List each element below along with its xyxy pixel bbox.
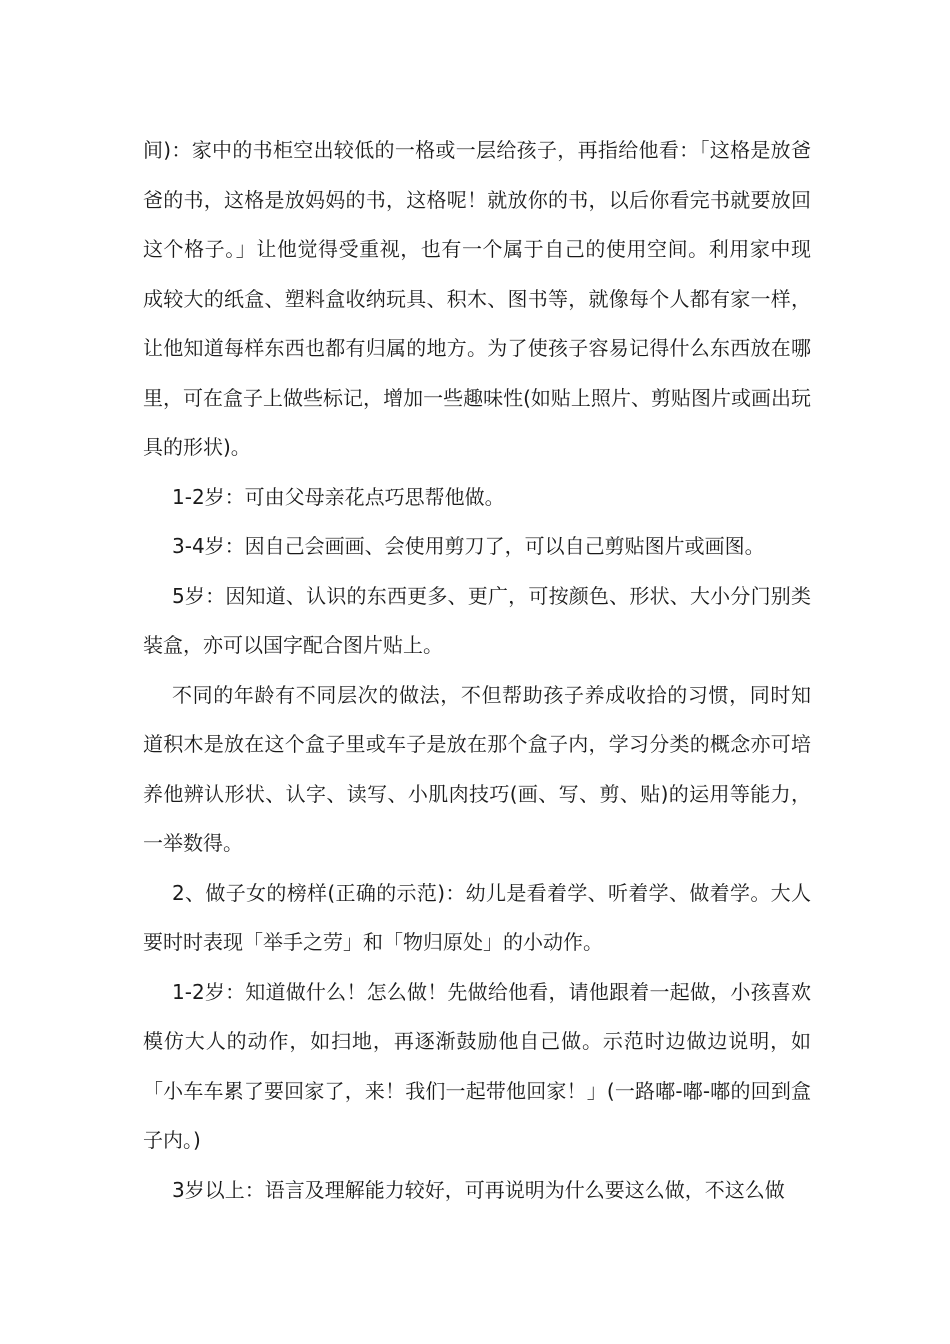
- paragraph-storage-space: 间)：家中的书柜空出较低的一格或一层给孩子，再指给他看：「这格是放爸爸的书，这格是放妈妈的书，这格呢！就放你的书，以后你看完书就要放回这个格子。」让他觉得受重视，也有一个属于自己的使用空间。利用家中现成较大的纸盒、塑料盒收纳玩具、积木、图书等，就像每个人都有家一样，让他知道每样东西也都有归属的地方。为了使孩子容易记得什么东西放在哪里，可在盒子上做些标记，增加一些趣味性(如贴上照片、剪贴图片或画出玩具的形状)。: [143, 138, 811, 459]
- paragraph-age-3-4-labeling: 3-4岁：因自己会画画、会使用剪刀了，可以自己剪贴图片或画图。: [172, 534, 765, 558]
- document-body: [143, 126, 811, 1215]
- paragraph-age-5-labeling: 5岁：因知道、认识的东西更多、更广，可按颜色、形状、大小分门别类装盒，亦可以国字配合图片贴上。: [143, 583, 811, 657]
- paragraph-role-model: 2、做子女的榜样(正确的示范)：幼儿是看着学、听着学、做着学。大人要时时表现「举手之劳」和「物归原处」的小动作。: [143, 880, 811, 954]
- paragraph-age-1-2-labeling: 1-2岁：可由父母亲花点巧思帮他做。: [172, 484, 505, 509]
- paragraph-age-3-plus-explanation: 3岁以上：语言及理解能力较好，可再说明为什么要这么做，不这么做: [172, 1177, 785, 1202]
- paragraph-age-1-2-demonstration: 1-2岁：知道做什么！怎么做！先做给他看，请他跟着一起做，小孩喜欢模仿大人的动作，如扫地，再逐渐鼓励他自己做。示范时边做边说明，如「小车车累了要回家了，来！我们一起带他回家！」(一路嘟-嘟-嘟的回到盒子内。): [143, 979, 811, 1152]
- paragraph-age-levels-summary: 不同的年龄有不同层次的做法，不但帮助孩子养成收拾的习惯，同时知道积木是放在这个盒子里或车子是放在那个盒子内，学习分类的概念亦可培养他辨认形状、认字、读写、小肌肉技巧(画、写、剪、贴)的运用等能力，一举数得。: [143, 682, 811, 855]
